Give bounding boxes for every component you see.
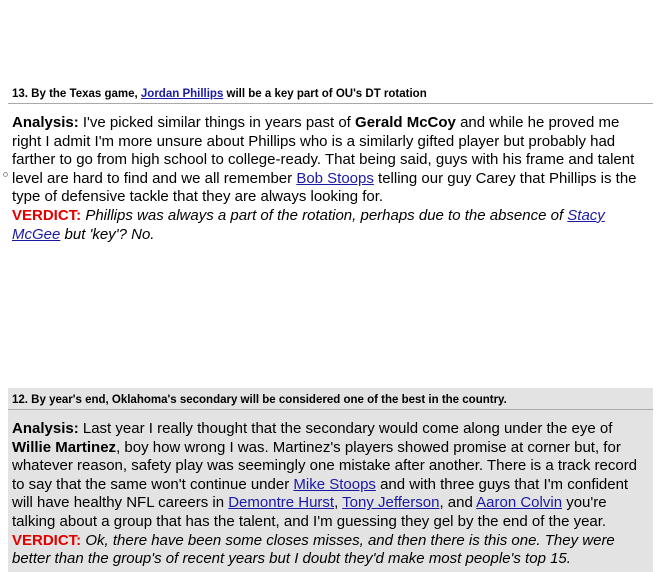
verdict-text-part: Phillips was always a part of the rotation, perhaps due to the absence of [81, 206, 568, 224]
link-stacy-mcgee[interactable]: Stacy McGee [12, 206, 605, 243]
analysis-text: Last year I really thought that the secondary would come along under the eye of [78, 420, 613, 437]
verdict-label: VERDICT: [12, 206, 82, 224]
link-demontre-hurst[interactable]: Demontre Hurst [228, 494, 335, 512]
analysis-text: , boy how wrong I was. Martinez's players showed promise at corner but, for whatever reason, safety play was seemingly one mistake after another. There is a track record to say that the same won't continue under [12, 438, 638, 493]
link-mike-stoops[interactable]: Mike Stoops [293, 475, 376, 493]
verdict-text-part: but 'key'? No. [60, 225, 155, 243]
prediction-13-body [8, 104, 653, 244]
link-tony-jefferson[interactable]: Tony Jefferson [342, 494, 440, 512]
player-name-willie-martinez: Willie Martinez [12, 438, 117, 456]
analysis-label: Analysis: [12, 420, 79, 437]
analysis-text: I've picked similar things in years past of [78, 114, 356, 131]
prediction-12-heading: 12. By year's end, Oklahoma's secondary will be considered one of the best in the country. [8, 388, 653, 410]
analysis-text: , [334, 494, 343, 512]
prediction-12-body [8, 410, 653, 569]
analysis-text: telling our guy Carey that Phillips is the type of defensive tackle that they are always looking for. [12, 169, 637, 206]
prediction-12 [8, 388, 653, 572]
analysis-text: you're talking about a group that has the talent, and I'm guessing they gel by the end of the year. [12, 494, 607, 530]
heading-text: 13. By the Texas game, [12, 88, 141, 100]
analysis-text: and while he proved me right I admit I'm more unsure about Phillips who is a similarly gifted player but probably had farther to go from high school to college-ready. That being said, guys with his frame and talent level are hard to find and we all remember [12, 114, 635, 187]
heading-text: will be a key part of OU's DT rotation [223, 88, 427, 100]
verdict-text [12, 207, 605, 243]
analysis-text: , and [439, 494, 477, 512]
player-name-gerald-mccoy: Gerald McCoy [355, 114, 456, 131]
link-jordan-phillips[interactable]: Jordan Phillips [140, 88, 224, 100]
list-marker-icon [3, 172, 8, 177]
verdict-text: Ok, there have been some closes misses, and then there is this one. They were better than the group's of recent years but I doubt they'd make most people's top 15. [12, 531, 615, 568]
verdict-label: VERDICT: [12, 531, 82, 549]
prediction-13 [8, 82, 653, 252]
link-bob-stoops[interactable]: Bob Stoops [296, 169, 374, 187]
analysis-text: and with three guys that I'm confident will have healthy NFL careers in [12, 475, 629, 512]
link-aaron-colvin[interactable]: Aaron Colvin [476, 494, 563, 512]
prediction-13-heading [8, 82, 653, 104]
analysis-label: Analysis: [12, 114, 79, 131]
